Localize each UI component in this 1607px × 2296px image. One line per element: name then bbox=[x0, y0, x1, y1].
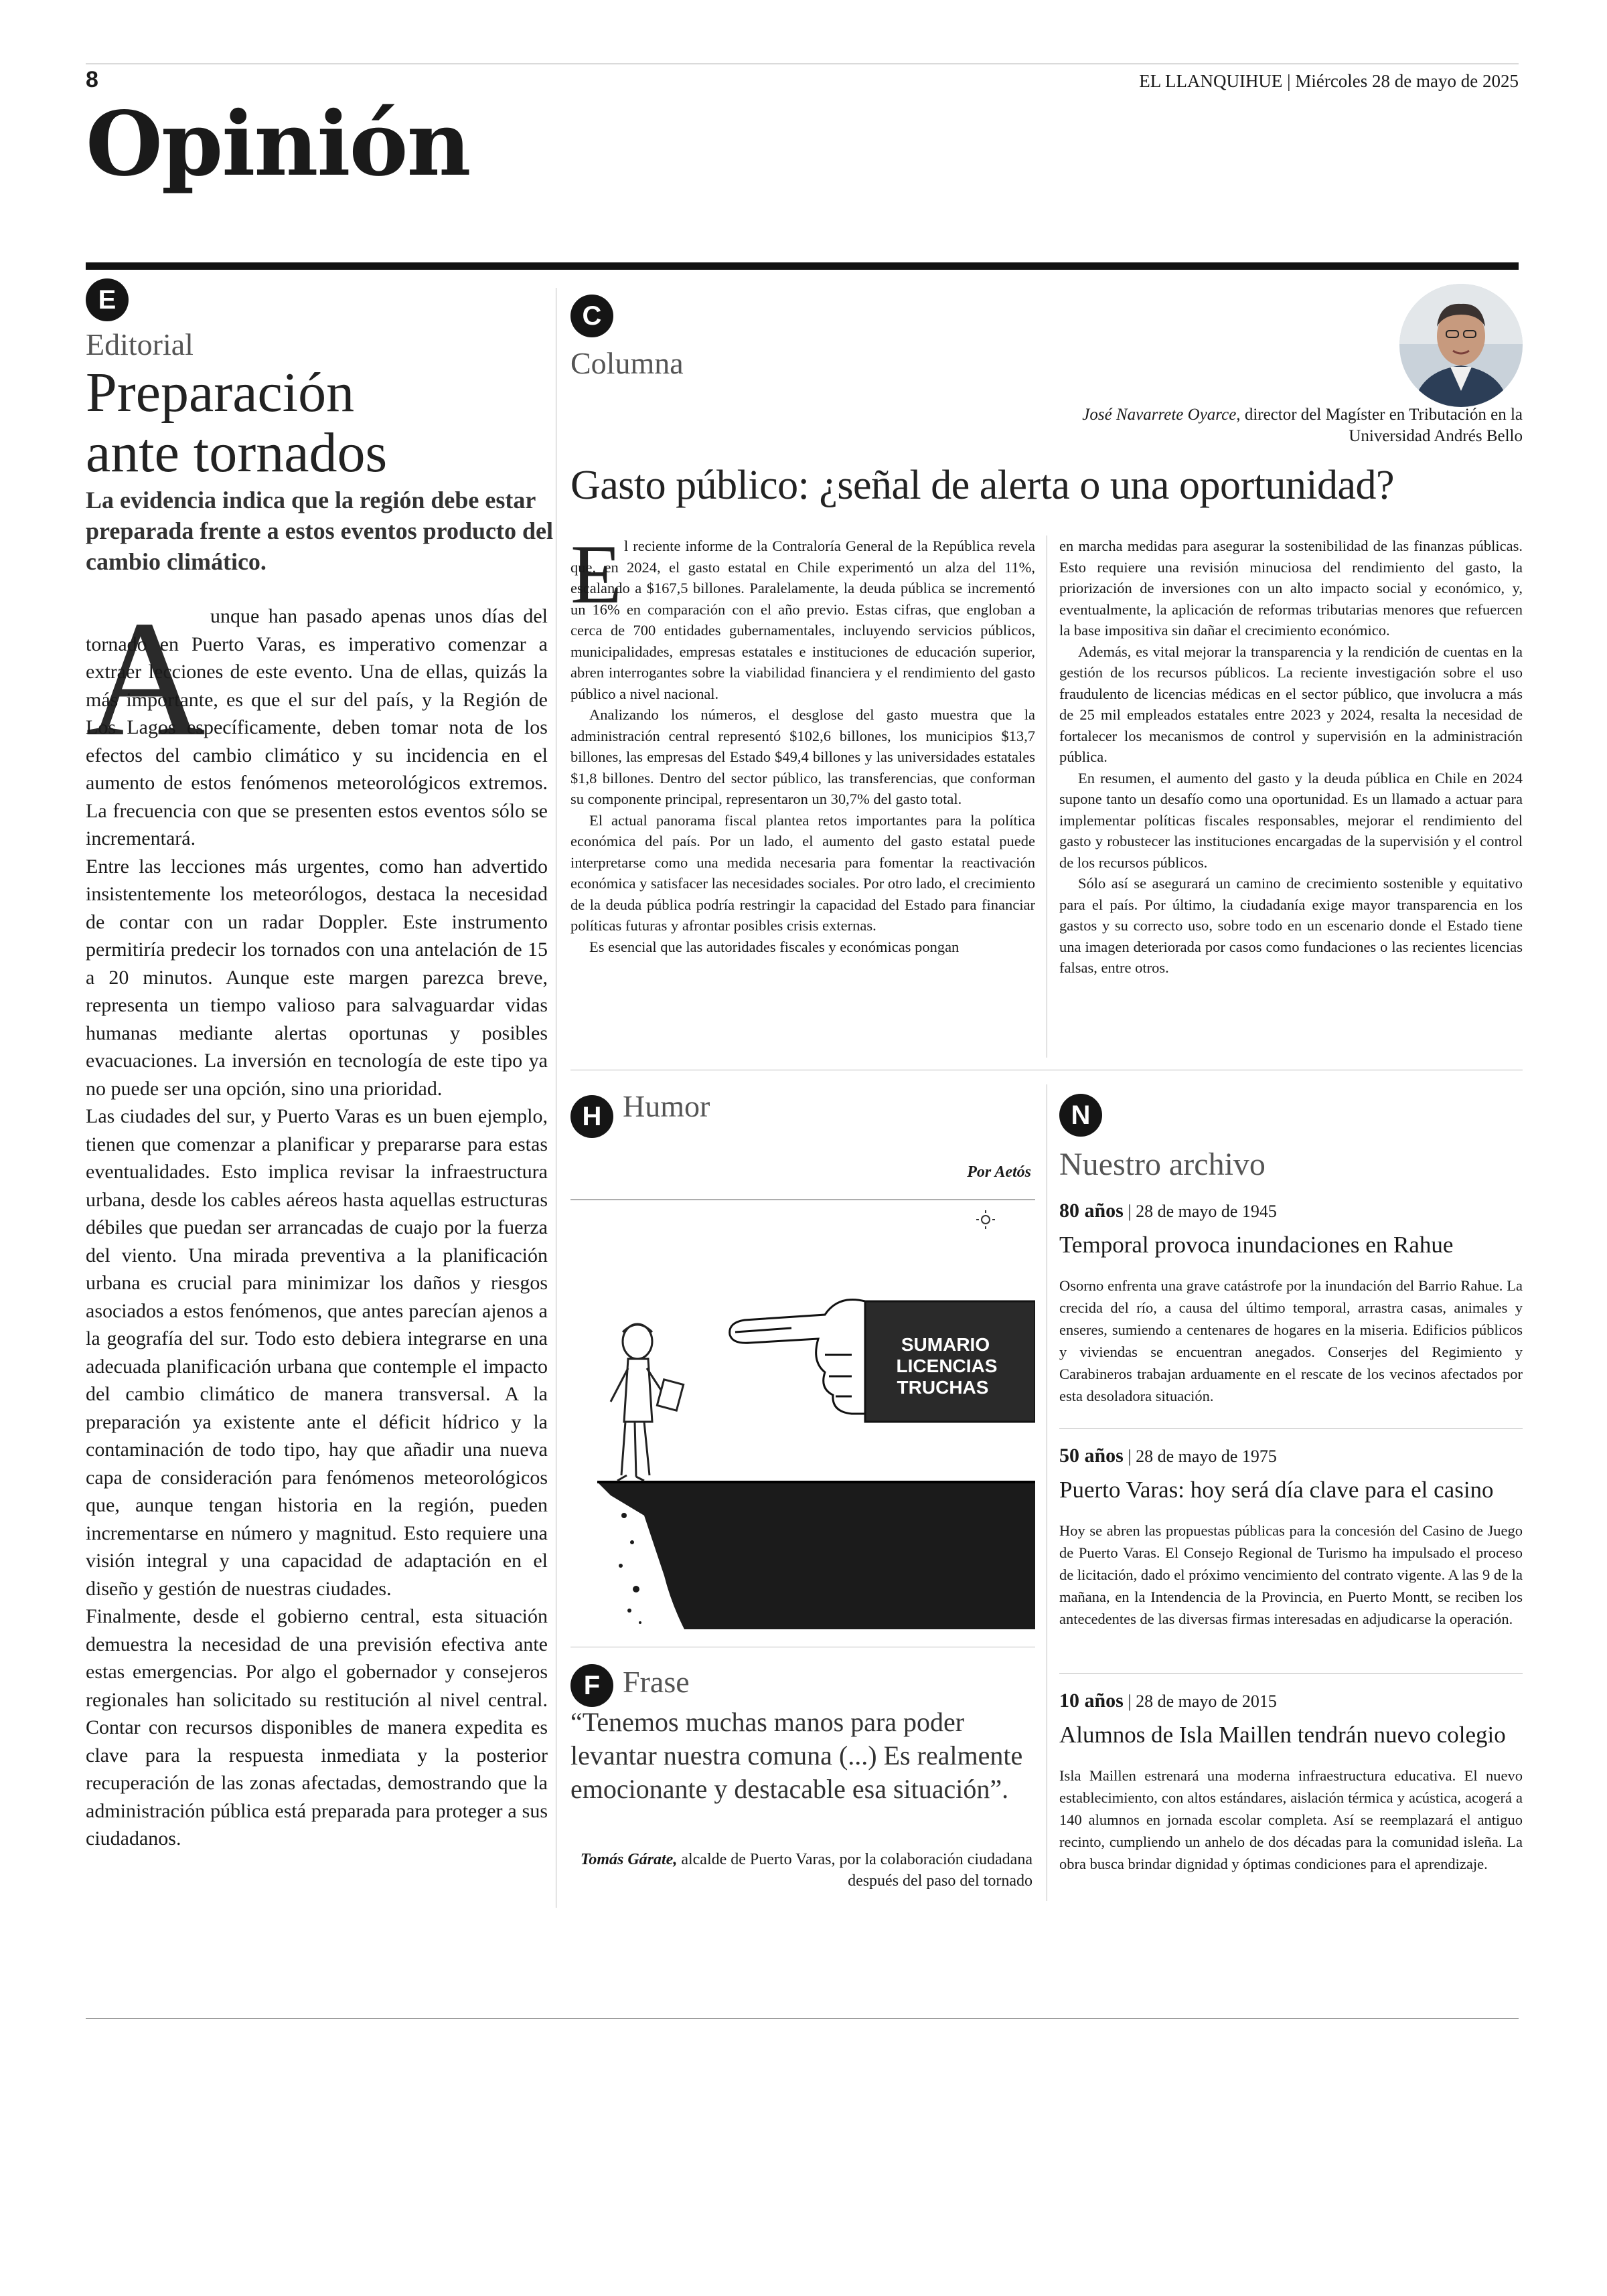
masthead: EL LLANQUIHUE | Miércoles 28 de mayo de 2025 bbox=[1139, 71, 1519, 91]
editorial-paragraph: Entre las lecciones más urgentes, como han advertido insistentemente los meteorólogos, destaca la necesidad de contar con un radar Doppler. Este instrumento permitiría predecir los tornados con una antelación de 15 a 20 minutos. Aunque este margen parezca breve, representa un tiempo valioso para salvaguardar vidas humanas mediante alertas oportunas y posibles evacuaciones. La inversión en tecnología de este tipo ya no puede ser una opción, sino una prioridad. bbox=[86, 855, 548, 1100]
column-paragraph: En resumen, el aumento del gasto y la deuda pública en Chile en 2024 supone tanto un desafío como una oportunidad. Es un llamado a actuar para implementar políticas fiscales responsables, mejorar el rendimiento del gasto y robustecer las instituciones encargadas de la supervisión y el control de los recursos públicos. bbox=[1059, 769, 1523, 871]
editorial-headline-line-2: ante tornados bbox=[86, 422, 388, 484]
editorial-paragraph: Las ciudades del sur, y Puerto Varas es un buen ejemplo, tienen que comenzar a planificar y prepararse para estas eventualidades. Esto implica revisar la infraestructura urbana, desde los cables aéreos hasta aquellas estructuras débiles que puedan ser arrancadas de cuajo por la fuerza del viento. Una mirada preventiva a la planificación urbana es crucial para minimizar los daños y riesgos asociados a estos fenómenos, que antes parecían ajenos a la geografía del sur. Todo esto debiera integrarse en una adecuada planificación urbana que contemple el impacto del cambio climático de manera transversal. A la preparación ya existente ante el déficit hídrico y la contaminación de todo tipo, hay que añadir una nueva capa de consideración para fenómenos meteorológicos que, aunque tengan historia en la región, pueden incrementarse en número y magnitud. Esto requiere una visión integral y una capacidad de adaptación en el diseño y gestión de nuestras ciudades. bbox=[86, 1105, 548, 1600]
archive-item-meta bbox=[1059, 1445, 1277, 1467]
archive-item-date: | 28 de mayo de 1945 bbox=[1123, 1202, 1277, 1221]
archive-title: Nuestro archivo bbox=[1059, 1147, 1266, 1182]
column-paragraph: en marcha medidas para asegurar la sostenibilidad de las finanzas públicas. Esto requiere una revisión minuciosa del rendimiento del gasto, la priorización de inversiones con un alto impacto social y económico, y, eventualmente, la aplicación de reformas tributarias menores que refuercen la base impositiva sin dañar el crecimiento económico. bbox=[1059, 538, 1523, 639]
humor-credit: Por Aetós bbox=[967, 1163, 1031, 1181]
archive-item-body: Isla Maillen estrenará una moderna infraestructura educativa. El nuevo establecimiento, con altos estándares, aislación térmica y acústica, acogerá a 140 alumnos en jornada escolar completa. Así se reemplazará el antiguo recinto, cumpliendo un anhelo de dos décadas para la comunidad isleña. La obra busca brindar dignidad y óptimas condiciones para el aprendizaje. bbox=[1059, 1767, 1523, 1872]
author-photo bbox=[1399, 284, 1523, 407]
column-headline: Gasto público: ¿señal de alerta o una oportunidad? bbox=[570, 463, 1395, 508]
frase-quote: “Tenemos muchas manos para poder levantar nuestra comuna (...) Es realmente emocionante y destacable esa situación”. bbox=[570, 1707, 1023, 1804]
column-text-b bbox=[1059, 536, 1523, 979]
archive-badge: N bbox=[1059, 1094, 1102, 1137]
column-paragraph: Sólo así se asegurará un camino de crecimiento sostenible y equitativo para el país. Por último, la ciudadanía exige mayor transparencia en los gastos y su correcto uso, sobre todo en un escenario donde el Estado tiene una imagen deteriorada por casos como fundaciones o las recientes licencias falsas, entre otros. bbox=[1059, 875, 1523, 976]
humor-badge: H bbox=[570, 1095, 613, 1138]
editorial-badge: E bbox=[86, 278, 129, 321]
archive-item-date: | 28 de mayo de 2015 bbox=[1123, 1692, 1277, 1711]
archive-rule bbox=[1059, 1673, 1523, 1674]
frase-title: Frase bbox=[623, 1665, 690, 1699]
cartoon-label: SUMARIO bbox=[901, 1334, 990, 1355]
archive-item-meta bbox=[1059, 1690, 1277, 1712]
archive-rule bbox=[1059, 1428, 1523, 1429]
author-byline bbox=[1004, 404, 1523, 447]
archive-item-years: 50 años bbox=[1059, 1445, 1124, 1467]
archive-item-date: | 28 de mayo de 1975 bbox=[1123, 1447, 1277, 1466]
bottom-rule bbox=[86, 2018, 1519, 2019]
editorial-dropcap: A bbox=[86, 586, 206, 770]
archive-item-headline: Temporal provoca inundaciones en Rahue bbox=[1059, 1232, 1454, 1258]
editorial-subhead: La evidencia indica que la región debe estar preparada frente a estos eventos producto del cambio climático. bbox=[86, 487, 553, 575]
column-text-a bbox=[570, 536, 1035, 957]
column-kicker: Columna bbox=[570, 346, 684, 380]
editorial-headline bbox=[86, 363, 554, 483]
cartoon-label: LICENCIAS bbox=[896, 1356, 998, 1376]
frase-attribution bbox=[570, 1849, 1032, 1892]
editorial-body bbox=[86, 602, 548, 1853]
column-badge: C bbox=[570, 295, 613, 337]
archive-item-years: 10 años bbox=[1059, 1690, 1124, 1712]
editorial-kicker: Editorial bbox=[86, 327, 194, 361]
column-paragraph: l reciente informe de la Contraloría General de la República revela que, en 2024, el gasto estatal en Chile experimentó un alza del 11%, escalando a $167,5 billones. Paralelamente, la deuda pública se incrementó un 16% en comparación con el año previo. Estas cifras, que engloban a cerca de 700 entidades gubernamentales, incluyendo servicios públicos, municipalidades, empresas estatales e instituciones de educación superior, abren interrogantes sobre la viabilidad financiera y el rendimiento del gasto público a nivel nacional. bbox=[570, 538, 1035, 702]
column-dropcap: E bbox=[570, 528, 622, 621]
page-number: 8 bbox=[86, 67, 98, 92]
cartoon-label: TRUCHAS bbox=[897, 1377, 989, 1398]
column-paragraph: El actual panorama fiscal plantea retos importantes para la política económica del país. Por un lado, el aumento del gasto estatal puede interpretarse como una medida necesaria para fomentar la reactivación económica y satisfacer las necesidades sociales. Por otro lado, el crecimiento de la deuda pública podría restringir la capacidad del Estado para financiar políticas futuras y afrontar posibles crisis externas. bbox=[570, 811, 1035, 934]
archive-item-headline: Alumnos de Isla Maillen tendrán nuevo colegio bbox=[1059, 1722, 1506, 1748]
editorial-paragraph: unque han pasado apenas unos días del tornado en Puerto Varas, es imperativo comenzar a extraer lecciones de este evento. Una de ellas, quizás la más importante, es que el sur del país, y la Región de Los Lagos específicamente, deben tomar nota de los efectos del cambio climático y su incidencia en el aumento de estos fenómenos meteorológicos extremos. La frecuencia con que se presenten estos eventos sólo se incrementará. bbox=[86, 605, 548, 849]
archive-item-headline: Puerto Varas: hoy será día clave para el casino bbox=[1059, 1477, 1494, 1503]
frase-attribution-text: alcalde de Puerto Varas, por la colaboración ciudadana después del paso del tornado bbox=[677, 1851, 1032, 1890]
author-role: director del Magíster en Tributación en la Universidad Andrés Bello bbox=[1240, 406, 1523, 445]
frase-badge: F bbox=[570, 1664, 613, 1707]
editorial-paragraph: Finalmente, desde el gobierno central, esta situación demuestra la necesidad de una previsión efectiva ante estas emergencias. Por algo el gobernador y consejeros regionales han solicitado su restitución al nivel central. Contar con recursos disponibles de manera expedita es clave para la respuesta inmediata y la posterior recuperación de las zonas afectadas, demostrando que la administración pública está preparada para proteger a sus ciudadanos. bbox=[86, 1605, 548, 1850]
column-paragraph: Analizando los números, el desglose del gasto muestra que la administración central representó $102,6 billones, los municipios $13,7 billones, las empresas del Estado $49,4 billones y las universidades estatales $1,8 billones. Dentro del sector público, las transferencias, que conforman su componente principal, representaron un 30,7% del gasto total. bbox=[570, 706, 1035, 807]
column-paragraph: Además, es vital mejorar la transparencia y la rendición de cuentas en la gestión de los recursos públicos. La reciente investigación sobre el uso fraudulento de licencias médicas en el sector público, que involucra a más de 25 mil empleados estatales entre 2023 y 2024, resalta la necesidad de fortalecer los mecanismos de control y supervisión en la administración pública. bbox=[1059, 643, 1523, 765]
archive-item-years: 80 años bbox=[1059, 1200, 1124, 1222]
humor-title: Humor bbox=[623, 1089, 710, 1123]
section-title: Opinión bbox=[86, 92, 470, 196]
archive-item-body: Osorno enfrenta una grave catástrofe por la inundación del Barrio Rahue. La crecida del río, a causa del último temporal, arrastra casas, animales y enseres, sumiendo a centenares de hogares en la miseria. Edificios públicos y viviendas se encuentran anegados. Conserjes del Regimiento y Carabineros trabajan arduamente en el rescate de los vecinos afectados por esta desoladora situación. bbox=[1059, 1277, 1523, 1404]
section-rule bbox=[86, 262, 1519, 270]
humor-cartoon bbox=[570, 1201, 1035, 1633]
archive-item-meta bbox=[1059, 1200, 1277, 1222]
author-name: José Navarrete Oyarce, bbox=[1082, 406, 1241, 424]
frase-author: Tomás Gárate, bbox=[580, 1851, 678, 1868]
editorial-headline-line-1: Preparación bbox=[86, 361, 355, 424]
archive-item-body: Hoy se abren las propuestas públicas para la concesión del Casino de Juego de Puerto Varas. El Consejo Regional de Turismo ha impulsado el proceso de licitación, dado el próximo vencimiento del contrato vigente. A las 9 de la mañana, en la Intendencia de la Provincia, en Puerto Montt, se reciben los antecedentes de las diversas firmas interesadas en adjudicarse la operación. bbox=[1059, 1522, 1523, 1627]
column-paragraph: Es esencial que las autoridades fiscales y económicas pongan bbox=[589, 938, 960, 955]
